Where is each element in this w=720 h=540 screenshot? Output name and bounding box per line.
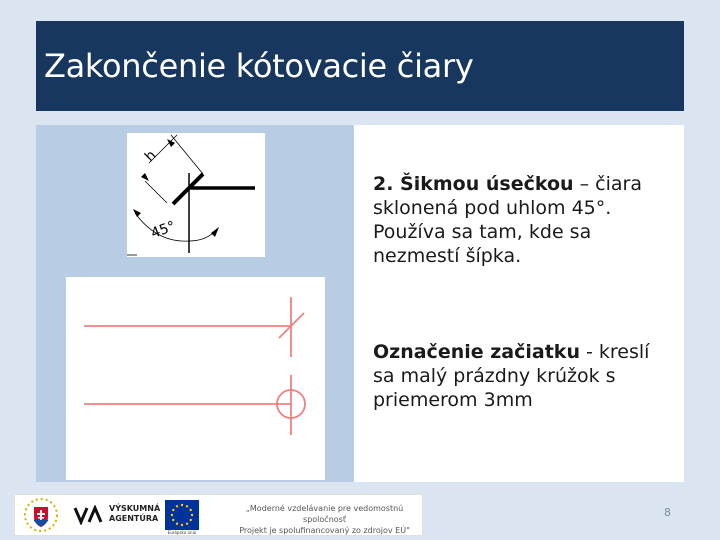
research-agency-logo-icon [73, 505, 105, 525]
research-agency-name: VÝSKUMNÁ AGENTÚRA [109, 504, 161, 523]
page-number: 8 [664, 506, 671, 519]
eu-caption: Európska únia [167, 530, 197, 535]
origin-mark-text: - kreslí sa malý prázdny krúžok s priemerom 3mm [373, 341, 650, 411]
angle-label: 45° [148, 218, 178, 242]
oblique-stroke-term: 2. Šikmou úsečkou [373, 173, 574, 195]
slide-title: Zakončenie kótovacie čiary [44, 47, 474, 85]
footer-logos [14, 494, 423, 536]
origin-mark-description [373, 340, 673, 412]
eu-flag-icon [165, 500, 199, 530]
oblique-stroke-description [373, 172, 673, 268]
slovak-emblem-icon [23, 497, 59, 533]
title-bar [36, 21, 684, 111]
project-motto: „Moderné vzdelávanie pre vedomostnú spoločnosť Projekt je spolufinancovaný zo zdrojov EÚ" [239, 504, 410, 535]
origin-mark-term: Označenie začiatku [373, 341, 580, 363]
h-label: h [141, 147, 160, 165]
oblique-stroke-text: – čiara sklonená pod uhlom 45°. Používa sa tam, kde sa nezmestí šípka. [373, 173, 642, 267]
termination-examples-figure [66, 277, 325, 480]
oblique-stroke-figure [127, 133, 265, 257]
